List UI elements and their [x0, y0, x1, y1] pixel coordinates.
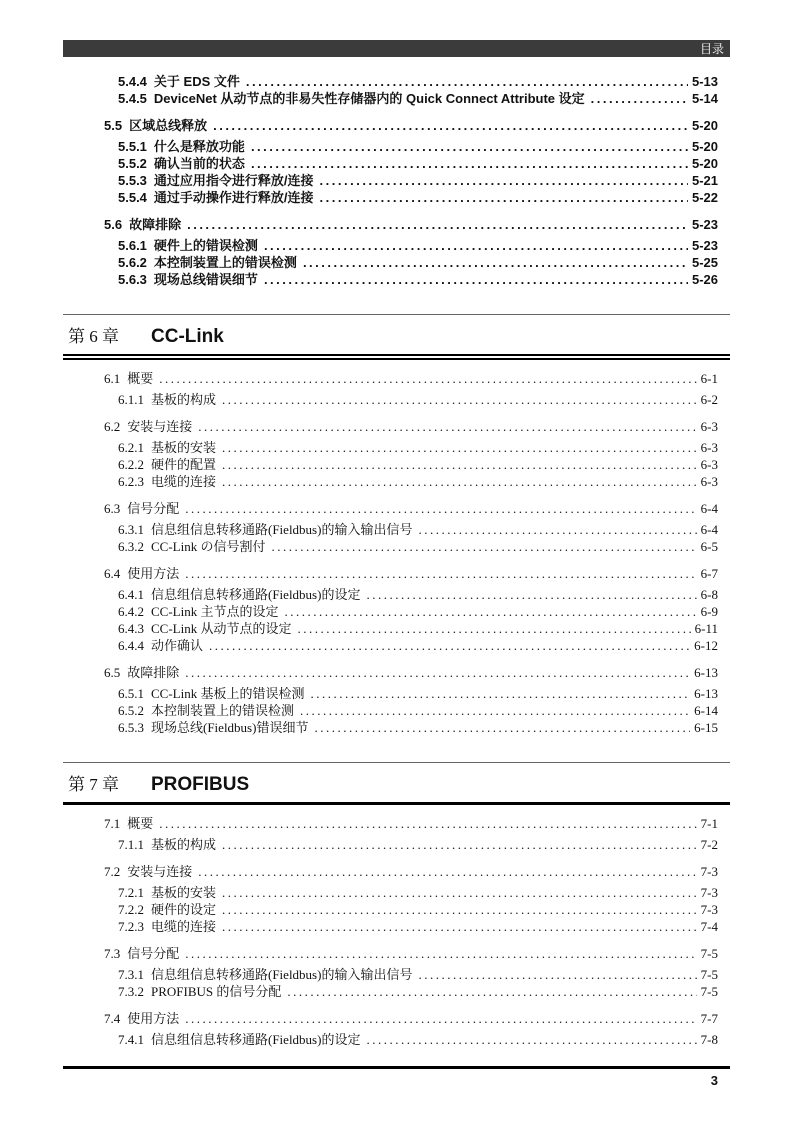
toc-entry-number: 6.5.3 [118, 720, 144, 735]
toc-entry-page: 6-5 [700, 539, 718, 554]
toc-entry-page: 6-4 [700, 501, 718, 516]
toc-entry-title: 本控制装置上的错误检测 [153, 255, 297, 270]
toc-entry-title: 信息组信息转移通路(Fieldbus)的输入输出信号 [151, 522, 413, 537]
dotted-leader [418, 966, 696, 983]
toc-entry-number: 7.1.1 [118, 837, 144, 852]
toc-entry-number: 6.2 [104, 419, 121, 434]
toc-entry-title: 基板的安装 [151, 440, 217, 455]
toc-entry-page: 7-3 [700, 885, 718, 900]
toc-entry-page: 6-15 [694, 720, 718, 735]
toc-entry-title: 通过手动操作进行释放/连接 [153, 190, 314, 205]
toc-entry-page: 7-3 [700, 902, 718, 917]
dotted-leader [209, 637, 690, 654]
toc-entry-page: 5-23 [691, 238, 718, 253]
toc-entry[interactable] [63, 1031, 730, 1048]
toc-entry-title: 硬件的配置 [151, 457, 217, 472]
toc-entry-page: 6-13 [694, 665, 718, 680]
toc-entry-number: 6.4 [104, 566, 121, 581]
toc-entry[interactable] [63, 836, 730, 853]
toc-entry-page: 6-3 [700, 419, 718, 434]
footer [63, 1066, 730, 1088]
toc-entry[interactable] [63, 521, 730, 538]
toc-entry[interactable] [63, 945, 730, 962]
toc-entry-page: 7-5 [700, 967, 718, 982]
toc-entry-title: CC-Link 基板上的错误检测 [151, 686, 305, 701]
dotted-leader [187, 216, 688, 233]
toc-entry[interactable] [63, 983, 730, 1000]
dotted-leader [591, 90, 688, 107]
dotted-leader [185, 945, 696, 962]
toc-entry-page: 6-3 [700, 457, 718, 472]
chapter-heading [63, 314, 730, 360]
toc-entry-page: 5-13 [691, 74, 718, 89]
dotted-leader [297, 620, 690, 637]
toc-entry[interactable] [63, 189, 730, 206]
toc-entry-number: 6.2.1 [118, 440, 144, 455]
toc-entry-page: 7-3 [700, 864, 718, 879]
dotted-leader [251, 138, 688, 155]
dotted-leader [303, 254, 688, 271]
dotted-leader [222, 391, 697, 408]
toc-entry-page: 7-8 [700, 1032, 718, 1047]
toc-entry-page: 6-8 [700, 587, 718, 602]
dotted-leader [271, 538, 696, 555]
toc-entry[interactable] [63, 815, 730, 832]
toc-entry-number: 5.6.2 [118, 255, 147, 270]
toc-entry-page: 5-20 [691, 139, 718, 154]
toc-entry-number: 6.5 [104, 665, 121, 680]
chapter-title: PROFIBUS [151, 774, 250, 795]
toc-entry-title: 安装与连接 [127, 864, 193, 879]
toc-entry-title: 故障排除 [127, 665, 180, 680]
dotted-leader [222, 901, 697, 918]
toc-entry-title: 信号分配 [127, 946, 180, 961]
toc-entry-page: 5-20 [691, 156, 718, 171]
toc-entry-number: 6.4.1 [118, 587, 144, 602]
toc-entry-number: 6.5.1 [118, 686, 144, 701]
toc-entry[interactable] [63, 439, 730, 456]
toc-entry[interactable] [63, 565, 730, 582]
toc-entry-page: 5-25 [691, 255, 718, 270]
toc-entry-number: 6.2.2 [118, 457, 144, 472]
toc-entry-title: 概要 [127, 816, 154, 831]
toc-entry-title: CC-Link 从动节点的设定 [151, 621, 292, 636]
header-bar [63, 40, 730, 57]
toc-entry[interactable] [63, 73, 730, 90]
dotted-leader [222, 473, 697, 490]
toc-entry-number: 6.5.2 [118, 703, 144, 718]
toc-entry-number: 6.1 [104, 371, 121, 386]
toc-entry-number: 7.3 [104, 946, 121, 961]
toc-entry[interactable] [63, 918, 730, 935]
toc-entry-number: 5.4.4 [118, 74, 147, 89]
toc-entry-title: 信息组信息转移通路(Fieldbus)的设定 [151, 1032, 361, 1047]
toc-entry-number: 5.5.4 [118, 190, 147, 205]
toc-entry-number: 6.1.1 [118, 392, 144, 407]
toc-entry-number: 5.5.1 [118, 139, 147, 154]
toc-entry-page: 6-9 [700, 604, 718, 619]
toc-entry-title: 什么是释放功能 [153, 139, 245, 154]
toc-entry-page: 6-12 [694, 638, 718, 653]
toc-entry[interactable] [63, 620, 730, 637]
toc-entry-title: 本控制装置上的错误检测 [151, 703, 295, 718]
toc-entry-number: 6.2.3 [118, 474, 144, 489]
toc-entry-title: 信号分配 [127, 501, 180, 516]
dotted-leader [264, 237, 688, 254]
toc-entry-number: 5.5 [104, 118, 123, 133]
toc-entry-title: 基板的构成 [151, 392, 217, 407]
dotted-leader [185, 500, 696, 517]
toc-entry-title: 关于 EDS 文件 [153, 74, 240, 89]
dotted-leader [222, 439, 697, 456]
toc-entry-number: 6.4.4 [118, 638, 144, 653]
toc-entry-page: 7-5 [700, 946, 718, 961]
toc-entry[interactable] [63, 719, 730, 736]
toc-entry[interactable] [63, 155, 730, 172]
toc-entry[interactable] [63, 1010, 730, 1027]
toc-entry-page: 5-22 [691, 190, 718, 205]
toc-entry-title: 电缆的连接 [151, 919, 217, 934]
toc-entry-title: 现场总线(Fieldbus)错误细节 [151, 720, 309, 735]
toc-entry-number: 7.4 [104, 1011, 121, 1026]
toc-entry[interactable] [63, 500, 730, 517]
dotted-leader [418, 521, 696, 538]
toc-entry[interactable] [63, 538, 730, 555]
chapter-heading [63, 762, 730, 805]
toc-entry-page: 7-1 [700, 816, 718, 831]
toc-entry-number: 5.6 [104, 217, 123, 232]
toc-entry-title: 基板的安装 [151, 885, 217, 900]
toc-entry[interactable] [63, 237, 730, 254]
toc-entry-number: 6.3 [104, 501, 121, 516]
toc-entry-page: 7-2 [700, 837, 718, 852]
dotted-leader [366, 1031, 696, 1048]
dotted-leader [310, 685, 690, 702]
toc-entry-page: 7-4 [700, 919, 718, 934]
toc-entry-page: 6-3 [700, 440, 718, 455]
toc-entry-title: 动作确认 [151, 638, 204, 653]
toc-entry-page: 6-4 [700, 522, 718, 537]
dotted-leader [300, 702, 690, 719]
toc-entry-page: 6-13 [694, 686, 718, 701]
toc-entry[interactable] [63, 966, 730, 983]
dotted-leader [366, 586, 696, 603]
toc-entry[interactable] [63, 391, 730, 408]
dotted-leader [246, 73, 688, 90]
toc-entry-title: 使用方法 [127, 1011, 180, 1026]
dotted-leader [185, 664, 690, 681]
toc-entry-title: 硬件的设定 [151, 902, 217, 917]
toc-entry-page: 6-11 [694, 621, 718, 636]
toc-entry-title: 现场总线错误细节 [153, 272, 258, 287]
toc-entry-title: DeviceNet 从动节点的非易失性存储器内的 Quick Connect Attribute 设定 [153, 91, 585, 106]
toc-entry-number: 5.6.3 [118, 272, 147, 287]
toc-entry[interactable] [63, 172, 730, 189]
toc-entry-number: 5.6.1 [118, 238, 147, 253]
toc-entry-number: 6.3.1 [118, 522, 144, 537]
toc-entry-page: 7-7 [700, 1011, 718, 1026]
toc-entry-page: 5-21 [691, 173, 718, 188]
toc-entry-title: 硬件上的错误检测 [153, 238, 258, 253]
toc-entry-number: 7.1 [104, 816, 121, 831]
toc-entry-number: 7.2.1 [118, 885, 144, 900]
toc-list [63, 57, 730, 1048]
chapter-number: 第 7 章 [68, 775, 119, 794]
toc-entry-page: 5-26 [691, 272, 718, 287]
dotted-leader [185, 565, 696, 582]
toc-entry[interactable] [63, 418, 730, 435]
toc-entry[interactable] [63, 901, 730, 918]
dotted-leader [185, 1010, 696, 1027]
dotted-leader [213, 117, 688, 134]
toc-entry-number: 6.4.3 [118, 621, 144, 636]
dotted-leader [198, 418, 696, 435]
dotted-leader [264, 271, 688, 288]
toc-entry[interactable] [63, 370, 730, 387]
toc-entry-title: PROFIBUS 的信号分配 [151, 984, 282, 999]
toc-entry[interactable] [63, 117, 730, 134]
toc-entry[interactable] [63, 664, 730, 681]
dotted-leader [222, 918, 697, 935]
toc-entry-number: 7.2.3 [118, 919, 144, 934]
toc-entry[interactable] [63, 685, 730, 702]
footer-divider [63, 1066, 730, 1069]
dotted-leader [320, 189, 688, 206]
dotted-leader [159, 370, 696, 387]
toc-entry-number: 7.3.1 [118, 967, 144, 982]
toc-entry[interactable] [63, 863, 730, 880]
toc-entry[interactable] [63, 216, 730, 233]
toc-entry[interactable] [63, 138, 730, 155]
dotted-leader [198, 863, 696, 880]
toc-entry-title: 基板的构成 [151, 837, 217, 852]
dotted-leader [284, 603, 696, 620]
header-label: 目录 [699, 41, 724, 56]
toc-entry[interactable] [63, 473, 730, 490]
toc-entry-title: 信息组信息转移通路(Fieldbus)的设定 [151, 587, 361, 602]
dotted-leader [159, 815, 696, 832]
toc-entry-number: 7.4.1 [118, 1032, 144, 1047]
dotted-leader [222, 884, 697, 901]
toc-entry-page: 6-1 [700, 371, 718, 386]
toc-entry-title: 电缆的连接 [151, 474, 217, 489]
toc-entry-title: 概要 [127, 371, 154, 386]
page-number: 3 [710, 1073, 718, 1088]
chapter-number: 第 6 章 [68, 327, 119, 346]
toc-entry-page: 5-14 [691, 91, 718, 106]
toc-entry[interactable] [63, 271, 730, 288]
toc-entry-page: 6-2 [700, 392, 718, 407]
chapter-title: CC-Link [151, 326, 224, 347]
dotted-leader [287, 983, 696, 1000]
dotted-leader [222, 836, 697, 853]
toc-entry-title: 信息组信息转移通路(Fieldbus)的输入输出信号 [151, 967, 413, 982]
toc-entry-title: 故障排除 [129, 217, 182, 232]
toc-entry[interactable] [63, 637, 730, 654]
toc-entry-page: 5-23 [691, 217, 718, 232]
toc-entry-number: 7.2 [104, 864, 121, 879]
dotted-leader [320, 172, 688, 189]
toc-entry-title: 通过应用指令进行释放/连接 [153, 173, 314, 188]
toc-entry-page: 6-14 [694, 703, 718, 718]
toc-entry[interactable] [63, 90, 730, 107]
toc-entry-title: 安装与连接 [127, 419, 193, 434]
toc-entry[interactable] [63, 702, 730, 719]
toc-entry[interactable] [63, 456, 730, 473]
toc-entry-title: 区域总线释放 [129, 118, 208, 133]
toc-entry-number: 5.5.3 [118, 173, 147, 188]
toc-entry-title: CC-Link の信号割付 [151, 539, 266, 554]
toc-entry-number: 7.3.2 [118, 984, 144, 999]
toc-entry-title: 确认当前的状态 [153, 156, 245, 171]
toc-entry-number: 6.4.2 [118, 604, 144, 619]
toc-entry-number: 5.4.5 [118, 91, 147, 106]
toc-entry[interactable] [63, 603, 730, 620]
toc-entry-page: 6-3 [700, 474, 718, 489]
dotted-leader [314, 719, 690, 736]
toc-entry-number: 6.3.2 [118, 539, 144, 554]
toc-entry[interactable] [63, 586, 730, 603]
toc-entry-number: 5.5.2 [118, 156, 147, 171]
dotted-leader [251, 155, 688, 172]
toc-entry-page: 5-20 [691, 118, 718, 133]
toc-entry[interactable] [63, 884, 730, 901]
dotted-leader [222, 456, 697, 473]
toc-entry-title: CC-Link 主节点的设定 [151, 604, 279, 619]
toc-entry-title: 使用方法 [127, 566, 180, 581]
toc-entry-page: 7-5 [700, 984, 718, 999]
toc-entry[interactable] [63, 254, 730, 271]
toc-entry-number: 7.2.2 [118, 902, 144, 917]
toc-entry-page: 6-7 [700, 566, 718, 581]
